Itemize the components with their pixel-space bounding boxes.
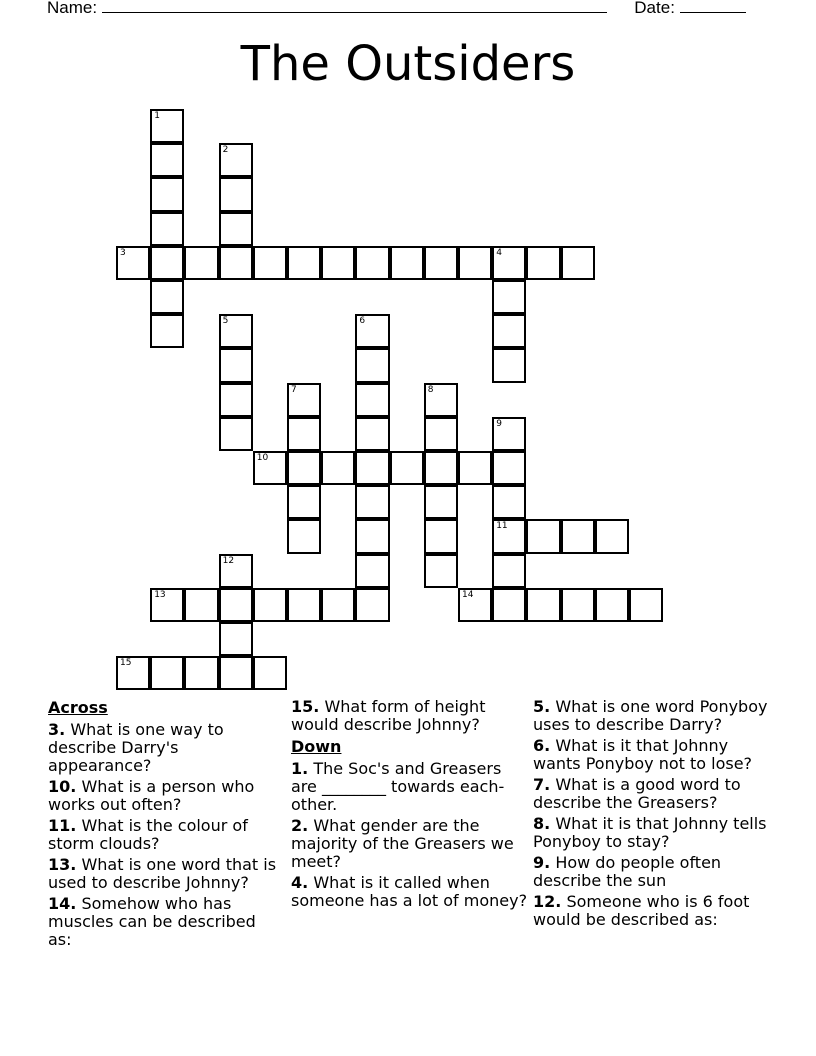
- grid-cell[interactable]: [184, 588, 218, 622]
- grid-cell[interactable]: [287, 383, 321, 417]
- grid-cell[interactable]: [150, 314, 184, 348]
- grid-cell[interactable]: [595, 519, 629, 553]
- clue-number: 2: [222, 145, 229, 156]
- grid-cell[interactable]: [287, 485, 321, 519]
- grid-cell[interactable]: [219, 588, 253, 622]
- clue-down-7: 7. What is a good word to describe the Greasers?: [533, 775, 741, 812]
- clue-down-12: 12. Someone who is 6 foot would be described as:: [533, 892, 750, 929]
- grid-cell[interactable]: [355, 588, 389, 622]
- clue-number: 8: [427, 384, 434, 395]
- grid-cell[interactable]: [492, 246, 526, 280]
- grid-cell[interactable]: [424, 451, 458, 485]
- grid-cell[interactable]: [390, 246, 424, 280]
- grid-cell[interactable]: [492, 417, 526, 451]
- clue-number: 7: [291, 384, 297, 395]
- grid-cell[interactable]: [150, 109, 184, 143]
- grid-cell[interactable]: [458, 451, 492, 485]
- grid-cell[interactable]: [355, 451, 389, 485]
- clues-column-3: [533, 698, 773, 932]
- clue-down-1: 1. The Soc's and Greasers are ________ towards each-other.: [291, 759, 505, 814]
- grid-cell[interactable]: [355, 314, 389, 348]
- grid-cell[interactable]: [390, 451, 424, 485]
- clues-column-2: [291, 698, 531, 913]
- grid-cell[interactable]: [424, 485, 458, 519]
- grid-cell[interactable]: [526, 588, 560, 622]
- grid-cell[interactable]: [526, 519, 560, 553]
- grid-cell[interactable]: [287, 588, 321, 622]
- page-title: The Outsiders: [240, 36, 576, 92]
- grid-cell[interactable]: [595, 588, 629, 622]
- grid-cell[interactable]: [219, 417, 253, 451]
- grid-cell[interactable]: [219, 656, 253, 690]
- grid-cell[interactable]: [492, 348, 526, 382]
- grid-cell[interactable]: [219, 212, 253, 246]
- grid-cell[interactable]: [424, 417, 458, 451]
- down-heading: Down: [291, 737, 342, 756]
- grid-cell[interactable]: [253, 246, 287, 280]
- grid-cell[interactable]: [150, 177, 184, 211]
- grid-cell[interactable]: [219, 143, 253, 177]
- clue-down-6: 6. What is it that Johnny wants Ponyboy not to lose?: [533, 736, 753, 773]
- clue-across-10: 10. What is a person who works out often?: [48, 777, 255, 814]
- clue-across-3: 3. What is one way to describe Darry's appearance?: [48, 720, 224, 775]
- grid-cell[interactable]: [492, 451, 526, 485]
- grid-cell[interactable]: [424, 246, 458, 280]
- grid-cell[interactable]: [492, 519, 526, 553]
- grid-cell[interactable]: [253, 656, 287, 690]
- grid-cell[interactable]: [287, 451, 321, 485]
- clue-across-13: 13. What is one word that is used to describe Johnny?: [48, 855, 277, 892]
- name-field[interactable]: [102, 0, 607, 13]
- grid-cell[interactable]: [355, 383, 389, 417]
- grid-cell[interactable]: [150, 246, 184, 280]
- grid-cell[interactable]: [150, 212, 184, 246]
- grid-cell[interactable]: [287, 246, 321, 280]
- grid-cell[interactable]: [321, 246, 355, 280]
- grid-cell[interactable]: [492, 588, 526, 622]
- grid-cell[interactable]: [321, 588, 355, 622]
- grid-cell[interactable]: [150, 588, 184, 622]
- clue-number: 5: [222, 316, 229, 327]
- grid-cell[interactable]: [355, 554, 389, 588]
- grid-cell[interactable]: [492, 314, 526, 348]
- grid-cell[interactable]: [219, 554, 253, 588]
- clue-number: 1: [154, 111, 160, 121]
- clue-number: 6: [359, 316, 366, 327]
- grid-cell[interactable]: [116, 246, 150, 280]
- grid-cell[interactable]: [561, 588, 595, 622]
- worksheet-header: [47, 0, 746, 18]
- clue-across-11: 11. What is the colour of storm clouds?: [48, 816, 248, 853]
- grid-cell[interactable]: [355, 246, 389, 280]
- grid-cell[interactable]: [424, 519, 458, 553]
- grid-cell[interactable]: [253, 588, 287, 622]
- grid-cell[interactable]: [150, 656, 184, 690]
- grid-cell[interactable]: [458, 246, 492, 280]
- grid-cell[interactable]: [219, 348, 253, 382]
- grid-cell[interactable]: [150, 143, 184, 177]
- clue-across-15: 15. What form of height would describe Johnny?: [291, 697, 486, 734]
- grid-cell[interactable]: [116, 656, 150, 690]
- clue-down-2: 2. What gender are the majority of the Greasers we meet?: [291, 816, 514, 871]
- grid-cell[interactable]: [150, 280, 184, 314]
- grid-cell[interactable]: [561, 519, 595, 553]
- grid-cell[interactable]: [184, 246, 218, 280]
- grid-cell[interactable]: [219, 383, 253, 417]
- grid-cell[interactable]: [219, 622, 253, 656]
- grid-cell[interactable]: [492, 485, 526, 519]
- clue-number: 11: [496, 521, 508, 532]
- clue-number: 13: [154, 589, 166, 600]
- clue-number: 4: [496, 247, 502, 258]
- grid-cell[interactable]: [355, 519, 389, 553]
- across-heading: Across: [48, 698, 108, 717]
- grid-cell[interactable]: [219, 177, 253, 211]
- grid-cell[interactable]: [526, 246, 560, 280]
- date-label: Date:: [634, 0, 675, 17]
- grid-cell[interactable]: [355, 348, 389, 382]
- grid-cell[interactable]: [492, 280, 526, 314]
- grid-cell[interactable]: [458, 588, 492, 622]
- grid-cell[interactable]: [424, 554, 458, 588]
- clue-down-9: 9. How do people often describe the sun: [533, 853, 722, 890]
- clue-down-4: 4. What is it called when someone has a lot of money?: [291, 873, 528, 910]
- clue-down-8: 8. What it is that Johnny tells Ponyboy to stay?: [533, 814, 767, 851]
- clue-number: 12: [222, 555, 235, 566]
- clue-number: 9: [496, 418, 502, 429]
- grid-cell[interactable]: [492, 554, 526, 588]
- clue-across-14: 14. Somehow who has muscles can be described as:: [48, 894, 256, 949]
- clue-number: 14: [462, 589, 474, 600]
- grid-cell[interactable]: [219, 314, 253, 348]
- grid-cell[interactable]: [355, 485, 389, 519]
- grid-cell[interactable]: [287, 519, 321, 553]
- grid-cell[interactable]: [424, 383, 458, 417]
- clue-number: 10: [256, 453, 269, 463]
- grid-cell[interactable]: [287, 417, 321, 451]
- clues-column-1: [48, 698, 283, 952]
- grid-cell[interactable]: [561, 246, 595, 280]
- grid-cell[interactable]: [321, 451, 355, 485]
- clue-number: 15: [120, 658, 132, 669]
- clue-number: 3: [120, 247, 126, 258]
- grid-cell[interactable]: [253, 451, 287, 485]
- clue-down-5: 5. What is one word Ponyboy uses to describe Darry?: [533, 697, 768, 734]
- grid-cell[interactable]: [219, 246, 253, 280]
- grid-cell[interactable]: [629, 588, 663, 622]
- name-label: Name:: [47, 0, 98, 17]
- grid-cell[interactable]: [355, 417, 389, 451]
- date-field[interactable]: [680, 0, 746, 13]
- grid-cell[interactable]: [184, 656, 218, 690]
